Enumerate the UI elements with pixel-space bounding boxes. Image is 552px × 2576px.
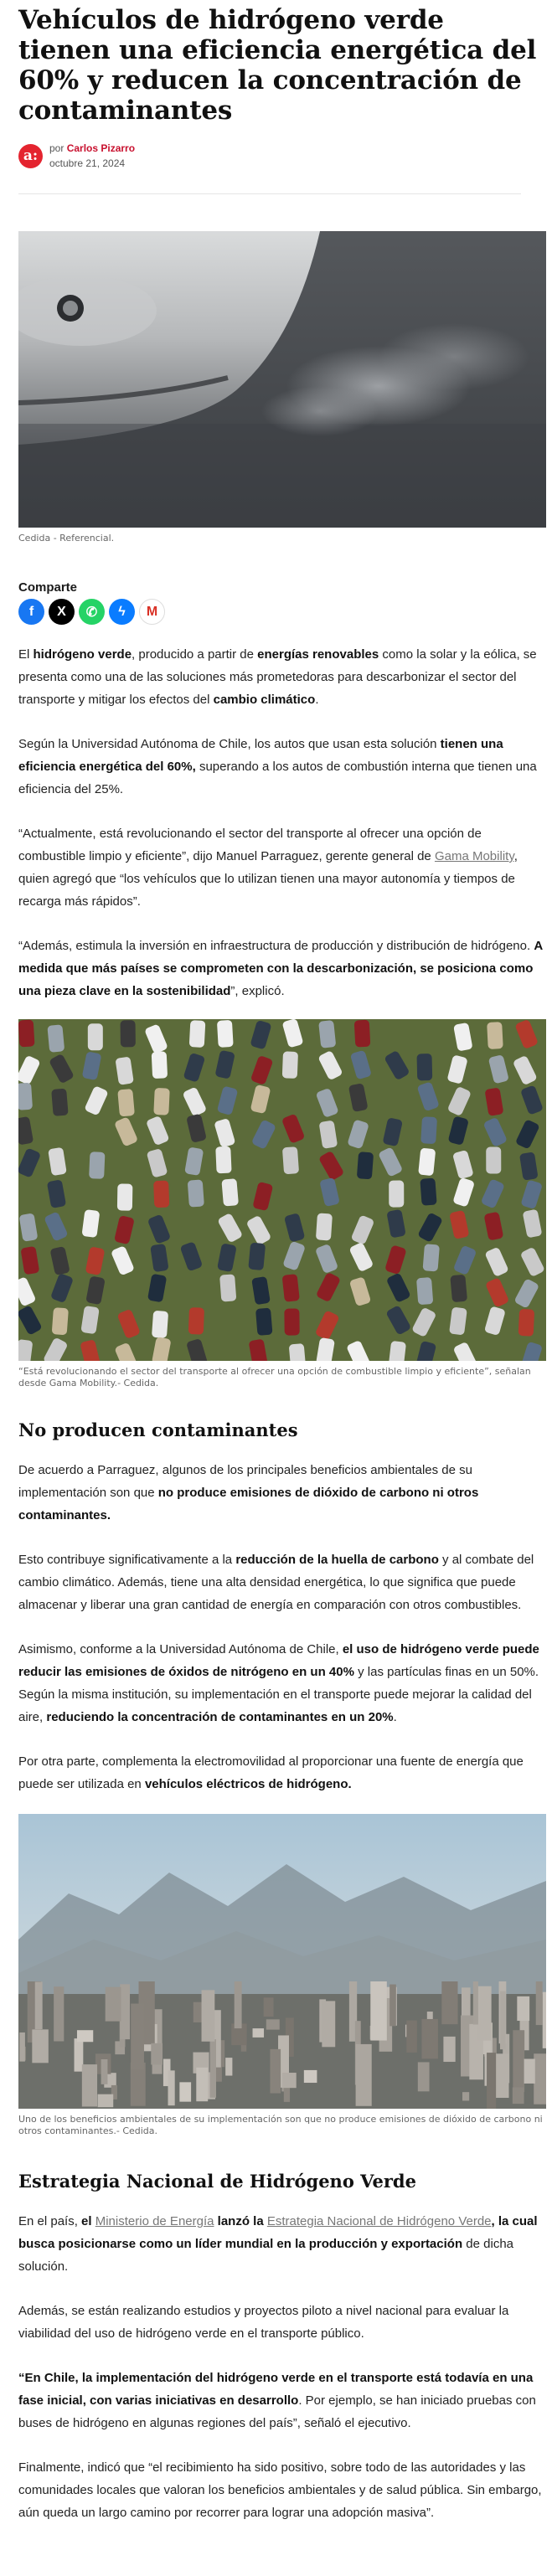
building-shape (101, 2059, 108, 2084)
text-run: y las partículas finas en un 50%. Según la misma institución, su implementación en el transporte puede mejorar la calidad del aire, (18, 1665, 539, 1724)
building-shape (179, 2082, 191, 2101)
car-shape (114, 1342, 138, 1361)
bold-text: , la cual busca posicionarse como un líder mundial en la producción y exportación (18, 2214, 538, 2251)
car-shape (184, 1146, 204, 1176)
car-shape (350, 1214, 374, 1244)
text-run: como la solar y la eólica, se presenta como una de las soluciones más prometedoras para descarbonizar el sector del transporte y mitigar los efectos del (18, 647, 537, 707)
building-shape (370, 1981, 387, 2041)
hero-figure (18, 231, 544, 544)
building-shape (235, 1981, 242, 2028)
text-run: Esto contribuye significativamente a la (18, 1553, 236, 1567)
paragraph (18, 935, 544, 1002)
car-shape (446, 1054, 467, 1084)
building-shape (35, 1981, 43, 2029)
car-shape (245, 1215, 271, 1246)
text-run: Asimismo, conforme a la Universidad Autónoma de Chile, (18, 1642, 343, 1656)
text-run: y al combate del cambio climático. Además, tiene una alta densidad energética, lo que significa que puede almacenar y liberar una gran cantidad de energía en comparación con otros combustibles. (18, 1553, 534, 1612)
car-shape (449, 1307, 467, 1336)
car-shape (186, 1338, 208, 1361)
car-shape (114, 1215, 135, 1244)
car-shape (349, 1276, 372, 1306)
car-shape (281, 1113, 306, 1143)
car-shape (411, 1306, 437, 1337)
text-run: Por otra parte, complementa la electromovilidad al proporcionar una fuente de energía que puede ser utilizada en (18, 1754, 524, 1791)
car-shape (115, 1057, 133, 1085)
car-shape (85, 1275, 106, 1305)
car-shape (18, 1147, 41, 1178)
text-run: “Actualmente, está revolucionando el sector del transporte al ofrecer una opción de combustible limpio y eficiente”, dijo Manuel Parraguez, gerente general de (18, 827, 482, 863)
car-shape (483, 1212, 503, 1241)
car-shape (20, 1246, 39, 1275)
car-shape (485, 1277, 510, 1308)
car-shape (482, 1117, 508, 1148)
paragraph (18, 733, 544, 801)
car-shape (389, 1341, 407, 1361)
bold-text: energías renovables (257, 647, 379, 662)
car-shape (152, 1311, 168, 1338)
building-shape (418, 2062, 430, 2091)
car-shape (250, 1020, 271, 1050)
car-shape (249, 1338, 268, 1361)
car-shape (385, 1305, 411, 1336)
car-shape (183, 1053, 205, 1083)
text-run: . Por ejemplo, se han iniciado pruebas con buses de hidrógeno en algunas regiones del país”, señaló el ejecutivo. (18, 2393, 536, 2430)
building-shape (477, 1986, 492, 2041)
car-shape (89, 1151, 105, 1179)
car-shape (252, 1182, 273, 1211)
inline-link[interactable]: Gama Mobility (434, 849, 514, 863)
car-shape (153, 1088, 169, 1115)
car-shape (284, 1308, 299, 1335)
divider (18, 193, 521, 194)
car-shape (418, 1148, 436, 1177)
building-shape (421, 2019, 437, 2058)
car-shape (18, 1083, 33, 1110)
text-run: , quien agregó que “los vehículos que lo utilizan tienen una mayor autonomía y tiempos de recarga más rápidos”. (18, 849, 518, 909)
bold-text: A medida que más países se comprometen con la descarbonización, se posiciona como una pieza clave en la sostenibilidad (18, 939, 543, 998)
building-shape (473, 1981, 478, 2024)
article-title: Vehículos de hidrógeno verde tienen una eficiencia energética del 60% y reducen la concentración de contaminantes (18, 5, 537, 126)
car-shape (49, 1246, 70, 1275)
paragraph (18, 1459, 544, 1527)
building-shape (443, 2037, 455, 2062)
car-shape (217, 1020, 234, 1048)
car-shape (18, 1116, 34, 1146)
car-shape (189, 1020, 206, 1048)
text-run: de dicha solución. (18, 2237, 514, 2274)
building-shape (441, 1981, 457, 2024)
car-shape (43, 1337, 69, 1361)
car-shape (484, 1306, 506, 1336)
building-shape (406, 2021, 417, 2053)
paragraph (18, 2367, 544, 2434)
car-shape (384, 1244, 407, 1275)
car-shape (513, 1055, 538, 1086)
car-shape (386, 1209, 406, 1239)
car-shape (346, 1340, 371, 1361)
text-run: . (315, 693, 319, 707)
building-shape (253, 2028, 265, 2038)
car-shape (18, 1276, 37, 1307)
car-shape (188, 1179, 204, 1207)
building-shape (356, 2044, 372, 2106)
car-shape (18, 1055, 41, 1086)
car-shape (515, 1119, 540, 1150)
building-shape (75, 2038, 84, 2072)
bold-text: cambio climático (213, 693, 316, 707)
building-shape (202, 1990, 215, 2041)
text-run: En el país, (18, 2214, 82, 2228)
paragraph (18, 2210, 544, 2278)
building-shape (98, 2094, 114, 2108)
text-run: ”, explicó. (230, 984, 285, 998)
car-shape (18, 1213, 38, 1241)
car-shape (111, 1245, 135, 1275)
image-caption: Uno de los beneficios ambientales de su implementación son que no produce emisiones de dióxido de carbono ni otros contaminantes.- Cedida. (18, 2114, 543, 2136)
publish-date: octubre 21, 2024 (49, 157, 126, 169)
building-shape (82, 2064, 97, 2106)
car-shape (44, 1211, 69, 1242)
car-shape (449, 1210, 469, 1239)
car-shape (318, 1151, 345, 1182)
car-shape (152, 1337, 172, 1361)
bold-text: el (81, 2214, 95, 2228)
inline-link[interactable]: Ministerio de Energía (95, 2214, 214, 2228)
building-shape (264, 1997, 274, 2017)
building-shape (500, 1991, 506, 2049)
car-shape (348, 1242, 374, 1273)
car-shape (147, 1214, 172, 1244)
paragraph (18, 2456, 544, 2524)
bold-text: vehículos eléctricos de hidrógeno. (144, 1777, 352, 1791)
car-shape (147, 1274, 167, 1303)
bold-text: “En Chile, la implementación del hidrógeno verde en el transporte está todavía en una fase inicial, con varias iniciativas en desarrollo (18, 2371, 534, 2408)
building-shape (513, 2030, 524, 2092)
car-shape (52, 1307, 69, 1335)
car-shape (18, 1019, 35, 1047)
car-shape (217, 1213, 243, 1244)
car-shape (18, 1305, 43, 1336)
car-shape (250, 1084, 271, 1114)
car-shape (347, 1119, 369, 1149)
car-shape (251, 1276, 271, 1305)
building-shape (536, 1981, 543, 2025)
car-shape (186, 1114, 207, 1143)
car-shape (47, 1179, 66, 1208)
bold-text: lanzó la (214, 2214, 267, 2228)
bold-text: no produce emisiones de dióxido de carbono ni otros contaminantes. (18, 1486, 479, 1522)
car-shape (486, 1146, 501, 1173)
car-shape (513, 1278, 539, 1309)
car-shape (114, 1116, 138, 1147)
car-shape (487, 1022, 503, 1049)
car-shape (49, 1054, 75, 1084)
car-shape (417, 1212, 443, 1243)
building-shape (106, 1987, 121, 2022)
car-shape (153, 1181, 169, 1208)
car-shape (18, 1339, 33, 1361)
car-shape (452, 1177, 475, 1208)
image-city-skyline (18, 1814, 546, 2109)
car-shape (48, 1147, 67, 1176)
car-shape (255, 1308, 273, 1336)
car-shape (452, 1150, 474, 1180)
section-heading: Estrategia Nacional de Hidrógeno Verde (18, 2171, 416, 2192)
paragraph (18, 2300, 544, 2345)
building-shape (534, 2053, 546, 2104)
car-shape (81, 1209, 100, 1238)
car-shape (453, 1245, 477, 1275)
text-run: Además, se están realizando estudios y proyectos piloto a nivel nacional para evaluar la viabilidad del uso de hidrógeno verde en el transporte público. (18, 2304, 509, 2341)
building-shape (543, 1992, 546, 2048)
car-shape (188, 1307, 204, 1335)
section-heading: No producen contaminantes (18, 1419, 298, 1440)
bold-text: tienen una eficiencia energética del 60%, (18, 737, 503, 774)
car-shape (316, 1088, 339, 1118)
car-shape (453, 1023, 473, 1052)
car-shape (282, 1051, 298, 1079)
bold-text: el uso de hidrógeno verde puede reducir las emisiones de óxidos de nitrógeno en un 40% (18, 1642, 539, 1679)
byline-prefix: por (49, 142, 64, 154)
image-caption: “Está revolucionando el sector del transporte al ofrecer una opción de combustible limpio y eficiente”, señalan desde Gama Mobility.- Cedida. (18, 1366, 531, 1388)
car-shape (416, 1277, 433, 1305)
inline-link[interactable]: Estrategia Nacional de Hidrógeno Verde (266, 2214, 492, 2228)
car-shape (317, 1050, 343, 1081)
car-shape (144, 1023, 168, 1054)
bold-text: hidrógeno verde (33, 647, 132, 662)
car-shape (116, 1309, 141, 1339)
gmail-icon: M (146, 604, 158, 619)
bold-text: reduciendo la concentración de contaminantes en un 20% (46, 1710, 394, 1724)
car-shape (152, 1051, 168, 1079)
car-shape (316, 1213, 333, 1240)
car-shape (284, 1213, 306, 1243)
building-shape (54, 1986, 64, 2041)
text-run: “Además, estimula la inversión en infraestructura de producción y distribución de hidrógeno. (18, 939, 534, 953)
car-shape (117, 1089, 135, 1116)
car-shape (215, 1146, 231, 1174)
car-shape (520, 1084, 544, 1115)
x-icon: X (57, 604, 66, 619)
author-avatar[interactable]: a: (18, 144, 43, 168)
car-shape (146, 1115, 170, 1146)
car-shape (315, 1310, 340, 1341)
paragraph (18, 1548, 544, 1616)
bold-text: reducción de la huella de carbono (235, 1553, 439, 1567)
car-shape (422, 1244, 439, 1271)
figure-cars (18, 1019, 544, 1389)
car-shape (484, 1087, 503, 1115)
car-shape (520, 1247, 545, 1278)
author-link[interactable]: Carlos Pizarro (66, 142, 136, 154)
gmail-share-button[interactable] (139, 599, 165, 625)
text-run: De acuerdo a Parraguez, algunos de los principales beneficios ambientales de su implementación son que (18, 1463, 472, 1500)
image-car-lot (18, 1019, 546, 1361)
car-shape (450, 1275, 467, 1302)
figure-city (18, 1814, 544, 2137)
car-shape (214, 1118, 235, 1148)
car-shape (147, 1148, 168, 1178)
car-shape (316, 1272, 341, 1303)
car-shape (85, 1246, 106, 1275)
car-shape (50, 1273, 74, 1303)
building-shape (196, 2068, 208, 2101)
car-shape (248, 1243, 266, 1271)
car-shape (180, 1241, 204, 1271)
facebook-icon: f (28, 604, 34, 619)
car-shape (88, 1023, 103, 1050)
car-shape (282, 1240, 306, 1270)
share-title: Comparte (18, 580, 78, 595)
facebook-share-button[interactable] (18, 599, 44, 625)
car-shape (518, 1309, 534, 1337)
article (18, 0, 544, 2524)
messenger-icon: ϟ (118, 604, 126, 619)
building-shape (322, 2001, 335, 2047)
car-shape (520, 1342, 543, 1361)
car-shape (315, 1244, 338, 1274)
building-shape (266, 2019, 280, 2029)
building-shape (282, 2073, 297, 2088)
car-shape (520, 1179, 543, 1209)
text-run: . (393, 1710, 397, 1724)
car-shape (415, 1341, 436, 1361)
building-shape (19, 2032, 25, 2062)
car-shape (217, 1085, 239, 1115)
car-shape (420, 1178, 436, 1206)
text-run: superando a los autos de combustión interna que tienen una eficiencia del 25%. (18, 760, 537, 796)
whatsapp-share-button[interactable] (79, 599, 105, 625)
car-shape (318, 1020, 336, 1048)
car-shape (480, 1178, 505, 1209)
text-run: , producido a partir de (132, 647, 258, 662)
building-shape (32, 2029, 48, 2063)
messenger-share-button[interactable] (109, 599, 135, 625)
car-shape (251, 1119, 276, 1150)
car-shape (219, 1274, 236, 1301)
car-shape (386, 1272, 411, 1303)
car-shape (348, 1083, 369, 1112)
building-shape (517, 1996, 529, 2021)
x-share-button[interactable] (49, 599, 75, 625)
car-shape (80, 1339, 101, 1361)
car-shape (514, 1019, 539, 1049)
hero-image-exhaust (18, 231, 546, 528)
building-shape (168, 2070, 174, 2105)
car-shape (519, 1151, 539, 1180)
whatsapp-icon: ✆ (85, 605, 98, 620)
building-shape (513, 2088, 524, 2105)
car-shape (217, 1243, 237, 1272)
car-shape (182, 1086, 207, 1117)
car-shape (350, 1050, 372, 1080)
text-run: Según la Universidad Autónoma de Chile, los autos que usan esta solución (18, 737, 441, 751)
car-shape (150, 1244, 168, 1272)
building-shape (524, 2059, 535, 2084)
car-shape (121, 1020, 136, 1047)
byline (18, 141, 544, 171)
car-shape (84, 1085, 109, 1116)
car-shape (319, 1177, 340, 1207)
building-shape (487, 2053, 496, 2109)
text-run: Finalmente, indicó que “el recibimiento ha sido positivo, sobre todo de las autoridades y las comunidades locales que valoran los beneficios ambientales y de salud pública. Sin embargo, aún queda un largo camino por recorrer para lograr una adopción masiva”. (18, 2460, 542, 2520)
car-shape (420, 1116, 437, 1144)
car-shape (282, 1146, 299, 1174)
car-shape (484, 1247, 509, 1278)
car-shape (357, 1151, 374, 1179)
car-shape (384, 1050, 410, 1081)
car-shape (221, 1178, 239, 1206)
building-shape (270, 2049, 281, 2094)
car-shape (447, 1086, 472, 1117)
building-shape (493, 2053, 508, 2098)
image-caption: Cedida - Referencial. (18, 533, 115, 544)
car-shape (289, 1343, 307, 1361)
car-shape (214, 1050, 235, 1079)
building-shape (389, 1985, 396, 2027)
car-shape (80, 1306, 100, 1334)
car-shape (51, 1089, 69, 1116)
paragraph (18, 822, 544, 913)
car-shape (82, 1051, 102, 1080)
car-shape (282, 1019, 304, 1048)
car-shape (47, 1024, 64, 1053)
building-shape (77, 2030, 93, 2042)
building-shape (120, 1984, 130, 2039)
building-shape (210, 2039, 216, 2098)
paragraph (18, 1638, 544, 1728)
share-buttons (18, 599, 544, 625)
text-run: El (18, 647, 34, 662)
car-shape (452, 1342, 477, 1361)
car-shape (416, 1054, 432, 1080)
car-shape (319, 1121, 338, 1149)
car-shape (488, 1054, 509, 1084)
car-shape (416, 1081, 439, 1111)
car-shape (447, 1115, 468, 1146)
building-shape (304, 2070, 317, 2083)
paragraph (18, 1750, 544, 1795)
car-shape (282, 1274, 300, 1302)
building-shape (462, 2092, 469, 2100)
paragraph (18, 643, 544, 711)
car-shape (250, 1055, 274, 1085)
car-shape (316, 1337, 335, 1361)
car-shape (117, 1183, 133, 1210)
car-shape (523, 1209, 543, 1239)
building-shape (151, 2043, 163, 2065)
car-shape (354, 1020, 371, 1048)
building-shape (225, 2058, 232, 2075)
car-shape (389, 1181, 404, 1208)
car-shape (378, 1146, 403, 1177)
car-shape (383, 1117, 404, 1146)
building-shape (131, 2004, 144, 2070)
